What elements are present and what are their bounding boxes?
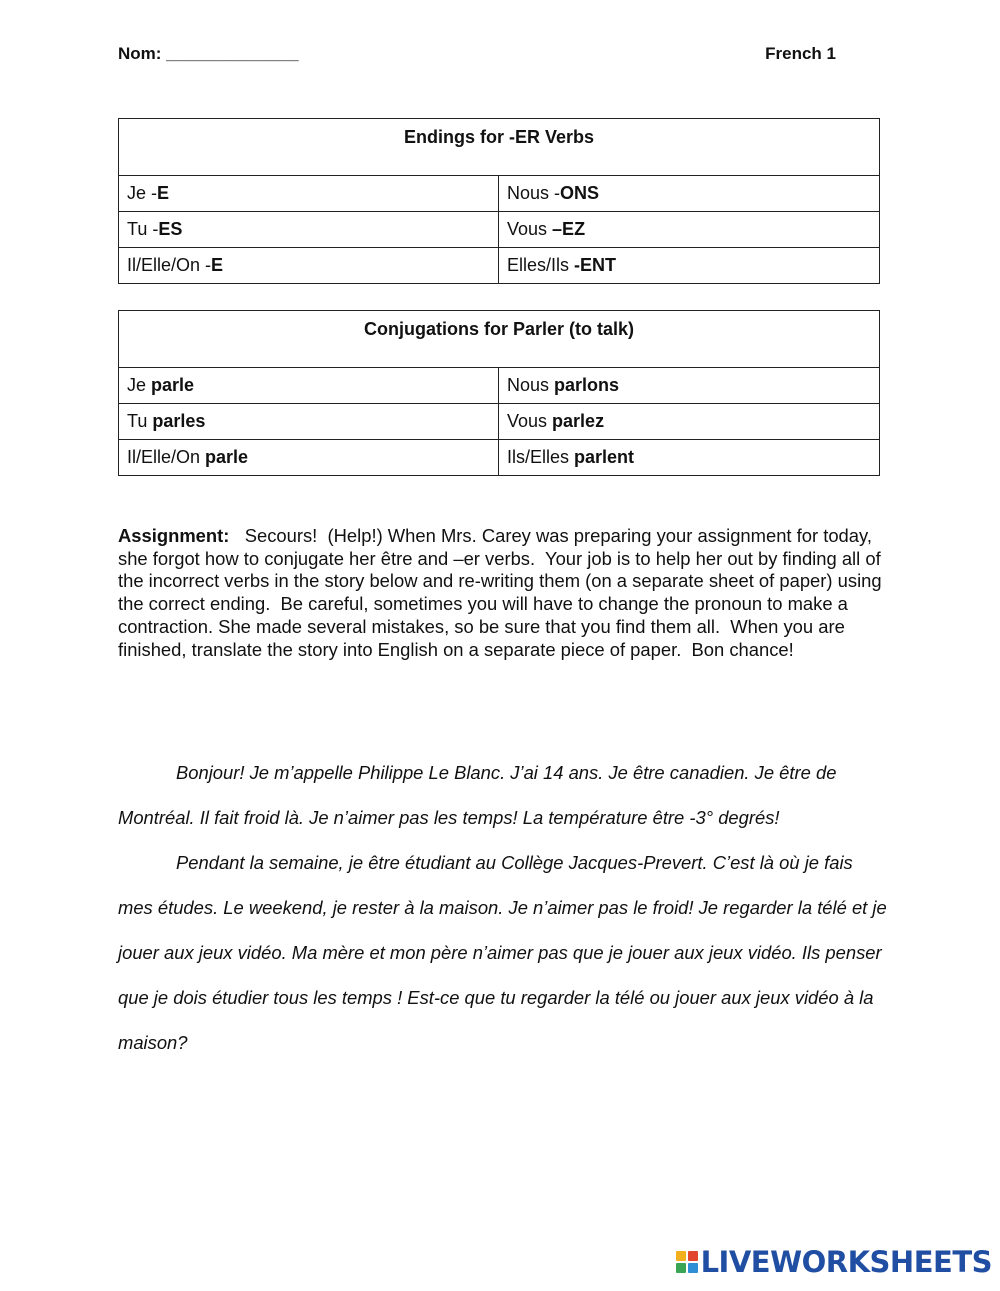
table-cell: Tu parles: [119, 404, 499, 440]
parler-table: [118, 310, 880, 476]
table-row: [119, 176, 880, 212]
assignment-instructions: [118, 525, 887, 661]
endings-table-title: Endings for -ER Verbs: [119, 119, 880, 176]
table-cell: Ils/Elles parlent: [499, 440, 880, 476]
table-cell: Nous -ONS: [499, 176, 880, 212]
table-row: [119, 368, 880, 404]
table-cell: Vous parlez: [499, 404, 880, 440]
table-cell: Tu -ES: [119, 212, 499, 248]
assignment-text: Secours! (Help!) When Mrs. Carey was preparing your assignment for today, she forgot how to conjugate her être and –er verbs. Your job is to help her out by finding all of the incorrect verbs in the story below and re-writing them (on a separate sheet of paper) using the correct ending. Be careful, sometimes you will have to change the pronoun to make a contraction. She made several mistakes, so be sure that you find them all. When you are finished, translate the story into English on a separate piece of paper. Bon chance!: [118, 525, 887, 660]
class-label: French 1: [765, 44, 836, 63]
table-cell: Je parle: [119, 368, 499, 404]
story-paragraph-2: Pendant la semaine, je être étudiant au Collège Jacques-Prevert. C’est là où je fais mes études. Le weekend, je rester à la maison. Je n’aimer pas le froid! Je regarder la télé et je jouer aux jeux vidéo. Ma mère et mon père n’aimer pas que je jouer aux jeux vidéo. Ils penser que je dois étudier tous les temps ! Est-ce que tu regarder la télé ou jouer aux jeux vidéo à la maison?: [118, 852, 887, 1053]
table-row: [119, 248, 880, 284]
liveworksheets-logo: [676, 1247, 992, 1277]
story-paragraph-1: Bonjour! Je m’appelle Philippe Le Blanc. J’ai 14 ans. Je être canadien. Je être de Montréal. Il fait froid là. Je n’aimer pas les temps! La température être -3° degrés!: [118, 762, 837, 828]
story-text: [118, 750, 888, 1065]
logo-text: LIVEWORKSHEETS: [700, 1245, 992, 1279]
table-row: [119, 404, 880, 440]
logo-blocks-icon: [676, 1251, 698, 1273]
table-cell: Il/Elle/On parle: [119, 440, 499, 476]
parler-table-title: Conjugations for Parler (to talk): [119, 311, 880, 368]
assignment-label: Assignment:: [118, 525, 230, 546]
table-row: [119, 212, 880, 248]
name-label: Nom: ______________: [118, 44, 299, 63]
table-cell: Elles/Ils -ENT: [499, 248, 880, 284]
worksheet-header: [118, 44, 838, 64]
table-row: [119, 440, 880, 476]
table-cell: Vous –EZ: [499, 212, 880, 248]
table-cell: Il/Elle/On -E: [119, 248, 499, 284]
table-cell: Je -E: [119, 176, 499, 212]
table-cell: Nous parlons: [499, 368, 880, 404]
endings-table: [118, 118, 880, 284]
